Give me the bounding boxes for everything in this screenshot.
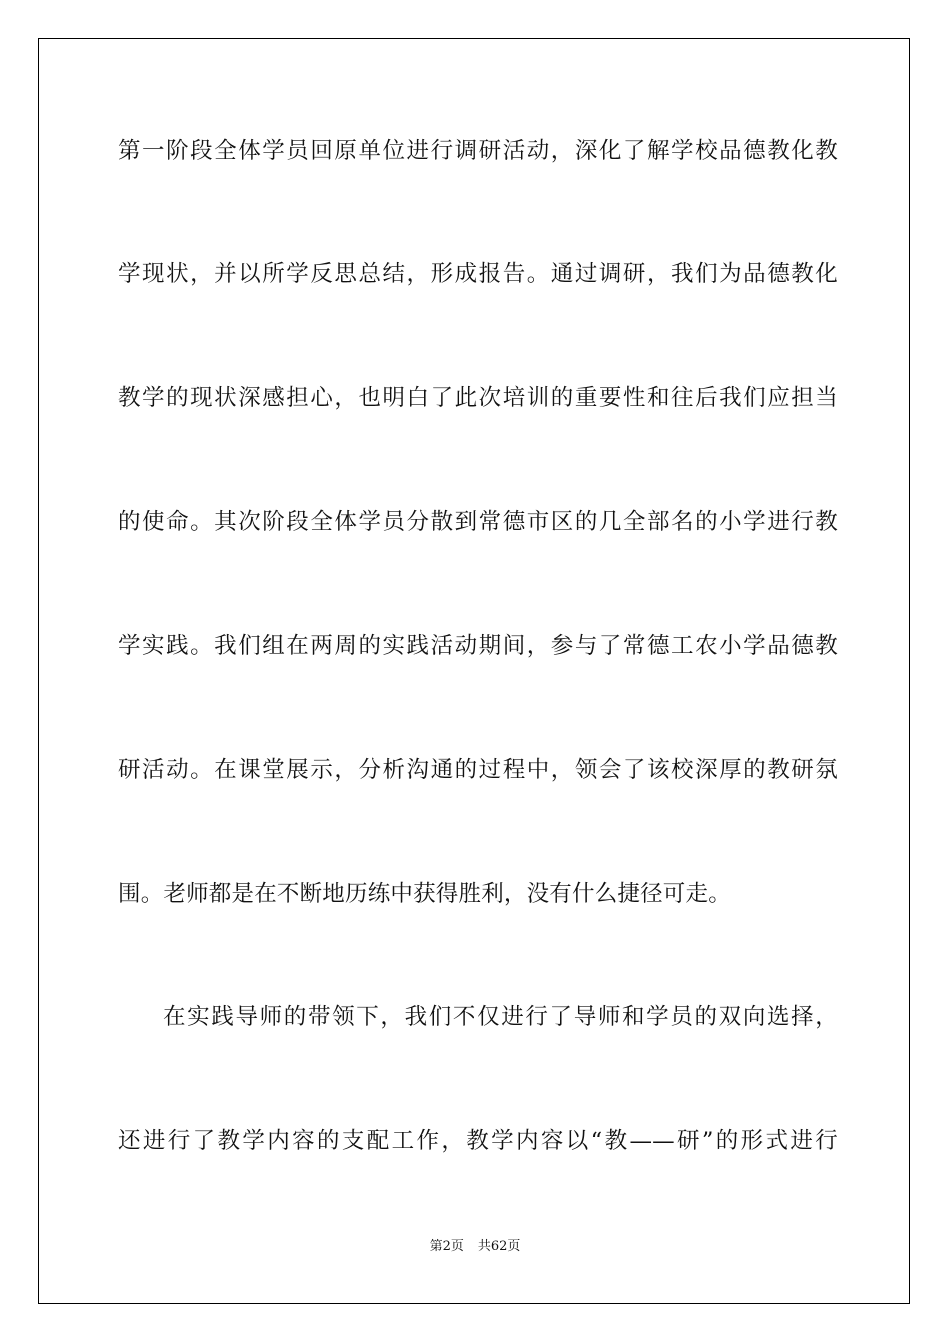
total-pages: 共62页 — [477, 1239, 521, 1254]
text-line: 围。老师都是在不断地历练中获得胜利，没有什么捷径可走。 — [118, 881, 731, 907]
paragraph-first-line: 在实践导师的带领下，我们不仅进行了导师和学员的双向选择， — [163, 1004, 838, 1030]
page-footer — [0, 1238, 950, 1256]
page-number: 第2页 — [429, 1239, 464, 1254]
text-line: 学实践。我们组在两周的实践活动期间，参与了常德工农小学品德教 — [118, 633, 838, 659]
text-line: 教学的现状深感担心，也明白了此次培训的重要性和往后我们应担当 — [118, 385, 838, 411]
text-line: 的使命。其次阶段全体学员分散到常德市区的几全部名的小学进行教 — [118, 509, 838, 535]
text-line: 研活动。在课堂展示，分析沟通的过程中，领会了该校深厚的教研氛 — [118, 757, 838, 783]
page-border — [38, 38, 910, 1304]
text-line: 第一阶段全体学员回原单位进行调研活动，深化了解学校品德教化教 — [118, 138, 838, 164]
text-line: 学现状，并以所学反思总结，形成报告。通过调研，我们为品德教化 — [118, 261, 838, 287]
text-line: 还进行了教学内容的支配工作，教学内容以“教——研”的形式进行 — [118, 1128, 838, 1154]
